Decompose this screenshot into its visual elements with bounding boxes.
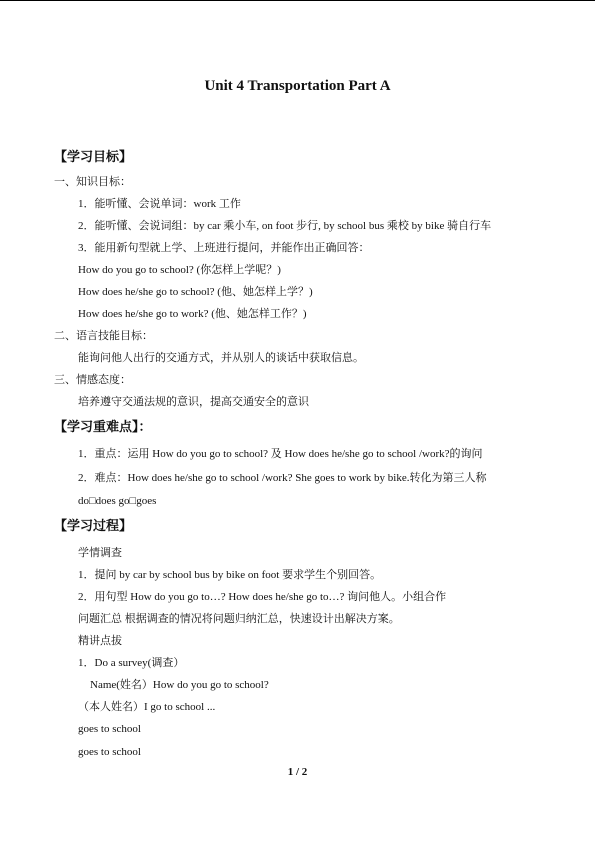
- skill-goal-label: 二、语言技能目标：: [54, 330, 153, 342]
- sentence-pattern-1: How do you go to school? (你怎样上学呢？): [78, 264, 281, 276]
- key-point-1: 1．重点：运用 How do you go to school? 及 How does he/she go to school /work?的询问: [78, 448, 483, 460]
- skill-goal-text: 能询问他人出行的交通方式，并从别人的谈话中获取信息。: [78, 352, 364, 364]
- section-heading-process: 【学习过程】: [54, 519, 133, 534]
- section-heading-goals: 【学习目标】: [54, 150, 133, 165]
- knowledge-goal-label: 一、知识目标：: [54, 176, 131, 188]
- survey-answer-line-1: goes to school: [78, 723, 141, 735]
- knowledge-goal-item-1: 1．能听懂、会说单词：work 工作: [78, 198, 241, 210]
- section-heading-key-points: 【学习重难点】：: [54, 420, 152, 435]
- survey-label: 学情调查: [78, 547, 122, 559]
- sentence-pattern-3: How does he/she go to work? (他、她怎样工作？): [78, 308, 307, 320]
- problem-summary: 问题汇总 根据调查的情况将问题归纳汇总，快速设计出解决方案。: [78, 613, 400, 625]
- knowledge-goal-item-3: 3．能用新句型就上学、上班进行提问，并能作出正确回答：: [78, 242, 370, 254]
- page-number: 1 / 2: [287, 766, 308, 778]
- top-rule: [0, 0, 595, 1]
- knowledge-goal-item-2: 2．能听懂、会说词组：by car 乘小车, on foot 步行, by school bus 乘校 by bike 骑自行车: [78, 220, 492, 232]
- key-explanation-label: 精讲点拔: [78, 635, 122, 647]
- sentence-pattern-2: How does he/she go to school? (他、她怎样上学？): [78, 286, 313, 298]
- survey-question: Name(姓名）How do you go to school?: [90, 679, 269, 691]
- process-step-1: 1．提问 by car by school bus by bike on foot 要求学生个别回答。: [78, 569, 382, 581]
- verb-conversion: do□does go□goes: [78, 495, 157, 507]
- document-title: Unit 4 Transportation Part A: [204, 78, 391, 94]
- survey-task-title: 1．Do a survey(调查）: [78, 657, 185, 669]
- survey-self-answer: （本人姓名）I go to school ...: [78, 701, 216, 713]
- difficult-point-2: 2．难点：How does he/she go to school /work? She goes to work by bike.转化为第三人称: [78, 472, 487, 484]
- emotion-goal-text: 培养遵守交通法规的意识，提高交通安全的意识: [78, 396, 309, 408]
- survey-answer-line-2: goes to school: [78, 746, 141, 758]
- process-step-2: 2．用句型 How do you go to…? How does he/she go to…? 询问他人。小组合作: [78, 591, 447, 603]
- emotion-goal-label: 三、情感态度：: [54, 374, 131, 386]
